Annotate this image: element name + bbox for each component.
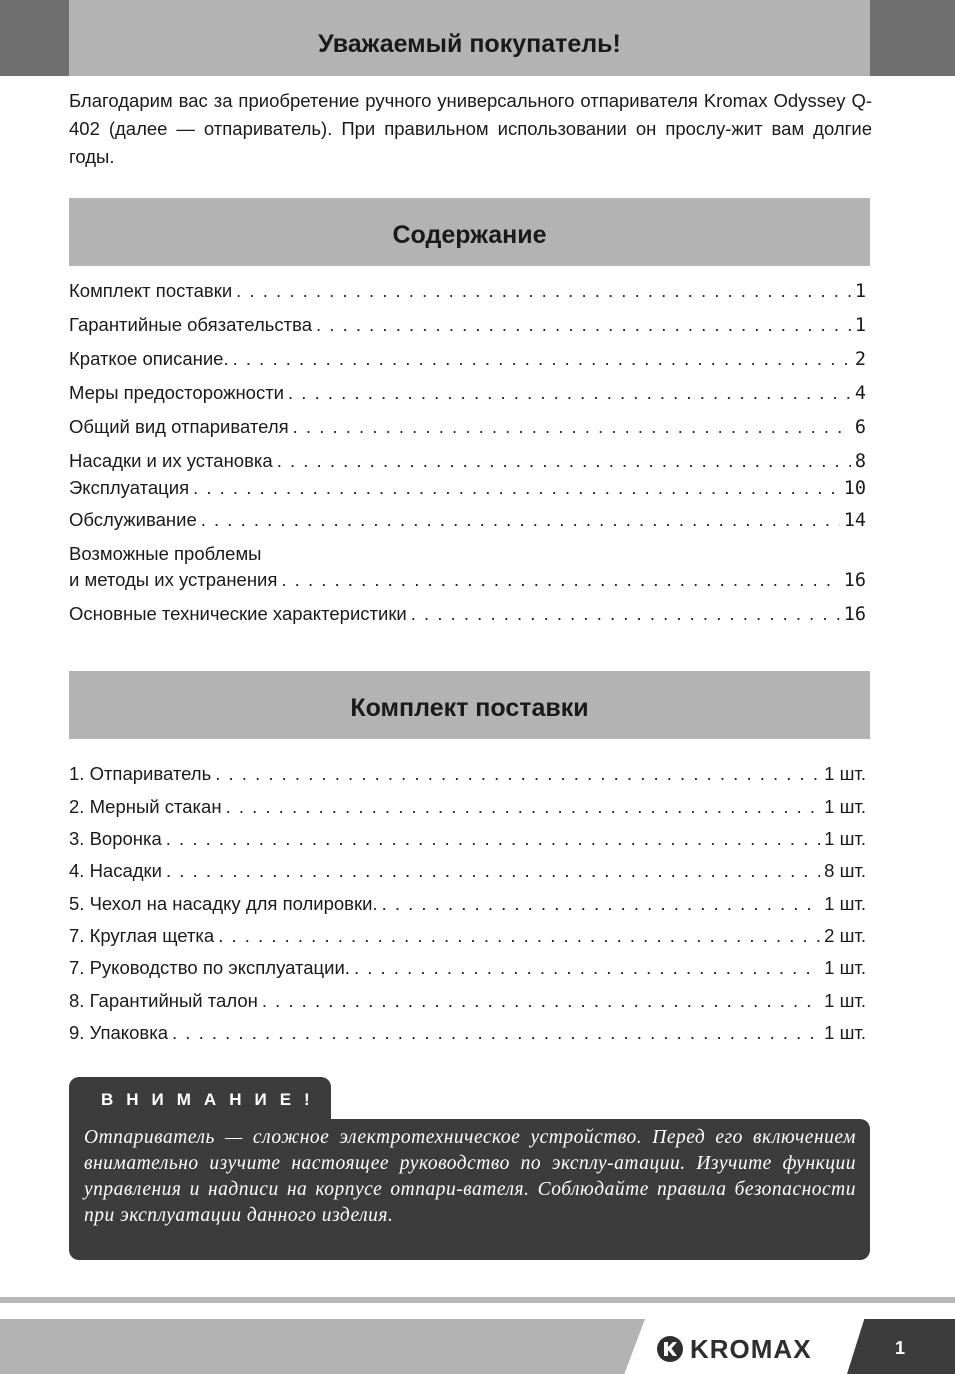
dot-leader: [382, 891, 821, 917]
dot-leader: [236, 278, 851, 304]
warning-tab: [69, 1077, 331, 1123]
intro-paragraph: Благодарим вас за приобретение ручного универсального отпаривателя Kromax Odyssey Q-402 (далее — отпариватель). При правильном использовании он прослу-жит вам долгие годы.: [69, 90, 872, 167]
kit-item-label: 1. Отпариватель: [69, 763, 212, 784]
toc-item-label: Общий вид отпаривателя: [69, 416, 289, 437]
toc-item-label: Эксплуатация: [69, 477, 190, 498]
toc-item: [69, 346, 866, 373]
kit-item: [69, 794, 866, 820]
kit-item-qty: 1 шт.: [824, 828, 866, 849]
dot-leader: [277, 448, 851, 474]
kit-item: [69, 761, 866, 787]
toc-item-label: и методы их устранения: [69, 569, 278, 590]
toc-item-label: Основные технические характеристики: [69, 603, 407, 624]
brand-name: KROMAX: [690, 1333, 812, 1364]
kit-item-qty: 1 шт.: [824, 763, 866, 784]
page-number: 1: [895, 1338, 906, 1358]
toc-item: [69, 380, 866, 407]
toc-item-label: Краткое описание.: [69, 348, 229, 369]
dot-leader: [281, 567, 839, 593]
toc-item-page: 2: [854, 349, 866, 370]
kit-item: [69, 988, 866, 1014]
toc-item: [69, 567, 866, 594]
dot-leader: [316, 312, 851, 338]
toc-title: Содержание: [69, 198, 870, 266]
toc-item-label: Гарантийные обязательства: [69, 314, 313, 335]
dot-leader: [166, 826, 820, 852]
toc-item-label-line1: Возможные проблемы: [69, 543, 262, 564]
kit-item-qty: 1 шт.: [824, 990, 866, 1011]
toc-item: [69, 278, 866, 305]
kit-title: Комплект поставки: [69, 671, 870, 739]
warning-text: Отпариватель — сложное электротехническое устройство. Перед его включением внимательно изучите настоящее руководство по эксплу-атации. Изучите функции управления и надписи на корпусе отпари-вателя. Соблюдайте правила безопасности при эксплуатации данного изделия.: [84, 1127, 856, 1226]
dot-leader: [218, 923, 820, 949]
dot-leader: [411, 601, 840, 627]
kit-item-label: 9. Упаковка: [69, 1022, 169, 1043]
toc-item-page: 10: [843, 478, 866, 499]
kit-item-qty: 1 шт.: [824, 957, 866, 978]
dot-leader: [354, 955, 820, 981]
kit-item-label: 8. Гарантийный талон: [69, 990, 258, 1011]
kit-item-label: 7. Руководство по эксплуатации.: [69, 957, 350, 978]
toc-item: [69, 507, 866, 534]
kit-item-qty: 1 шт.: [824, 1022, 866, 1043]
toc-item: [69, 475, 866, 502]
toc-item-label: Обслуживание: [69, 509, 197, 530]
dot-leader: [166, 858, 820, 884]
dot-leader: [215, 761, 820, 787]
dot-leader: [233, 346, 851, 372]
dot-leader: [288, 380, 851, 406]
dot-leader: [172, 1020, 820, 1046]
dot-leader: [262, 988, 820, 1014]
footer-grey-bar: [0, 1319, 645, 1374]
toc-item-label: Комплект поставки: [69, 280, 233, 301]
kromax-logo-icon: [656, 1335, 684, 1363]
dot-leader: [226, 794, 821, 820]
toc-item-page: 6: [854, 417, 866, 438]
page-title: Уважаемый покупатель!: [318, 30, 621, 58]
kit-item-qty: 1 шт.: [824, 893, 866, 914]
kit-item-label: 2. Мерный стакан: [69, 796, 222, 817]
kit-item: [69, 1020, 866, 1046]
kit-item-qty: 8 шт.: [824, 860, 866, 881]
kit-item-qty: 2 шт.: [824, 925, 866, 946]
toc-item-page: 8: [854, 451, 866, 472]
dot-leader: [193, 475, 840, 501]
footer-divider: [0, 1297, 955, 1303]
kit-item-label: 3. Воронка: [69, 828, 162, 849]
kit-item: [69, 955, 866, 981]
toc-item-page: 16: [843, 570, 866, 591]
toc-item: [69, 414, 866, 441]
header-left-block: [0, 0, 69, 76]
toc-item: [69, 448, 866, 475]
toc-item: [69, 312, 866, 339]
toc-item-label: Насадки и их установка: [69, 450, 273, 471]
dot-leader: [201, 507, 840, 533]
footer-band: [0, 1319, 955, 1374]
toc-item-page: 1: [854, 315, 866, 336]
header-right-block: [870, 0, 955, 76]
toc-item: [69, 601, 866, 628]
kit-item: [69, 858, 866, 884]
kit-item: [69, 891, 866, 917]
kit-item-qty: 1 шт.: [824, 796, 866, 817]
toc-item-page: 16: [843, 604, 866, 625]
kit-item-label: 7. Круглая щетка: [69, 925, 215, 946]
kit-item: [69, 826, 866, 852]
toc-item-page: 4: [854, 383, 866, 404]
dot-leader: [293, 414, 851, 440]
brand-logo: [656, 1334, 812, 1364]
warning-title: ВНИМАНИЕ!: [101, 1090, 323, 1109]
toc-item-page: 14: [843, 510, 866, 531]
kit-item-label: 5. Чехол на насадку для полировки.: [69, 893, 378, 914]
toc-item-label: Меры предосторожности: [69, 382, 285, 403]
toc-item-page: 1: [854, 281, 866, 302]
kit-item-label: 4. Насадки: [69, 860, 162, 881]
kit-item: [69, 923, 866, 949]
